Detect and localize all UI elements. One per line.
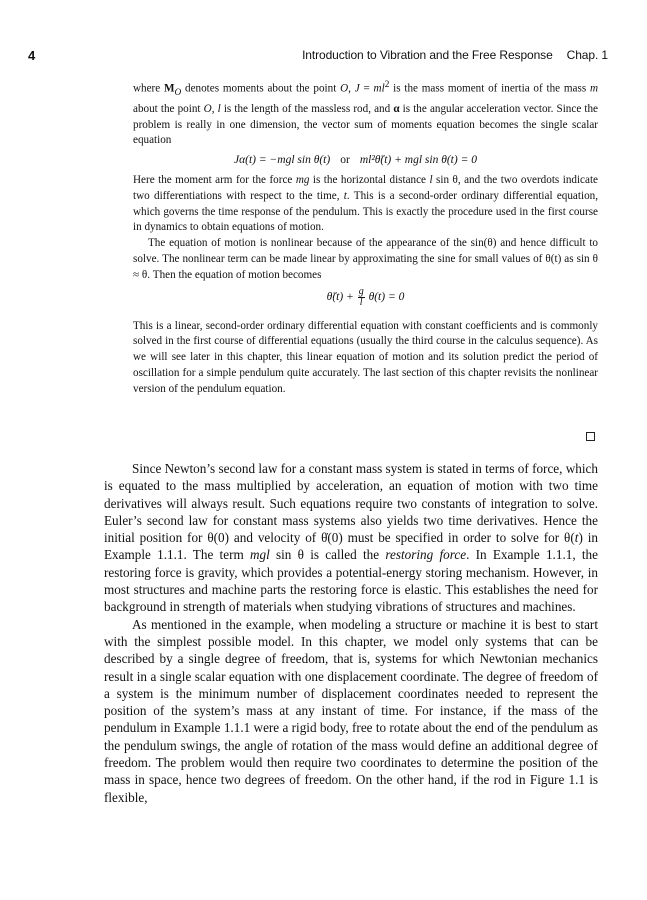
end-of-example-box	[586, 432, 595, 441]
fraction-g-over-l: $\frac{g}{l}$	[358, 285, 364, 308]
running-head	[302, 48, 608, 62]
example-block	[133, 78, 598, 397]
page-header	[28, 48, 608, 64]
body-paragraph-2: As mentioned in the example, when modeling a structure or machine it is best to start with the simplest possible model. In this chapter, we model only systems that can be described by a single degree of freedom, that is, systems for which Newtonian mechanics result in a single scalar equation with one displacement coordinate. The degree of freedom of a system is the minimum number of displacement coordinates needed to represent the position of the system’s mass at any instant of time. For instance, if the mass of the pendulum in Example 1.1.1 were a rigid body, free to rotate about the end of the pendulum as the pendulum swings, the angle of rotation of the mass would define an additional degree of freedom. The problem would then require two coordinates to determine the position of the mass in space, hence two degrees of freedom. On the other hand, if the rod in Figure 1.1 is flexible,	[104, 616, 598, 805]
example-paragraph-1: where $M_O$ denotes moments about the point O, $J = ml^2$ is the mass moment of inertia of the mass m about the point O, l is the length of the massless rod, and α is the angular acceleration vector. Since the problem is really in one dimension, the vector sum of moments equation becomes the single scalar equation	[133, 80, 599, 147]
equation-or: or	[340, 154, 350, 167]
example-paragraph-2: Here the moment arm for the force mg is the horizontal distance l sin θ, and the two overdots indicate two differentiations with respect to the time, t. This is a second-order ordinary differential equation, which governs the time response of the pendulum. This is exactly the procedure used in the first course in dynamics to obtain equations of motion.	[133, 173, 598, 234]
running-title: Introduction to Vibration and the Free Response	[302, 48, 553, 62]
main-text	[104, 460, 598, 806]
equation-linearized	[133, 287, 598, 308]
equation-rhs: ml²θ̈(t) + mgl sin θ(t) = 0	[359, 154, 477, 167]
example-paragraph-4: This is a linear, second-order ordinary differential equation with constant coefficients and is commonly solved in the first course of differential equations (usually the third course in the calculus sequence). As we will see later in this chapter, this linear equation of motion and its solution predict the period of oscillation for a simple pendulum quite accurately. The last section of this chapter revisits the nonlinear version of the pendulum equation.	[133, 319, 598, 395]
chapter-label: Chap. 1	[566, 48, 608, 62]
page-number: 4	[28, 48, 36, 63]
equation-linear-lhs: θ̈(t) +	[326, 290, 354, 303]
equation-linear-rhs: θ(t) = 0	[368, 290, 405, 303]
equation-lhs: Jα(t) = −mgl sin θ(t)	[234, 154, 331, 167]
example-paragraph-3: The equation of motion is nonlinear because of the appearance of the sin(θ) and hence difficult to solve. The nonlinear term can be made linear by approximating the sine for small values of θ(t) as sin θ ≈ θ. Then the equation of motion becomes	[133, 237, 598, 281]
equation-pendulum	[133, 153, 598, 169]
body-paragraph-1: Since Newton’s second law for a constant mass system is stated in terms of force, which is equated to the mass multiplied by acceleration, an equation of motion with two time derivatives will always result. Such equations require two constants of integration to solve. Euler’s second law for constant mass systems also yields two time derivatives. Hence the initial position for θ(0) and velocity of θ̇(0) must be specified in order to solve for θ(t) in Example 1.1.1. The term mgl sin θ is called the restoring force. In Example 1.1.1, the restoring force is gravity, which provides a potential-energy storing mechanism. However, in most structures and machine parts the restoring force is elastic. This establishes the need for background in strength of materials when studying vibrations of structures and machines.	[104, 461, 598, 615]
